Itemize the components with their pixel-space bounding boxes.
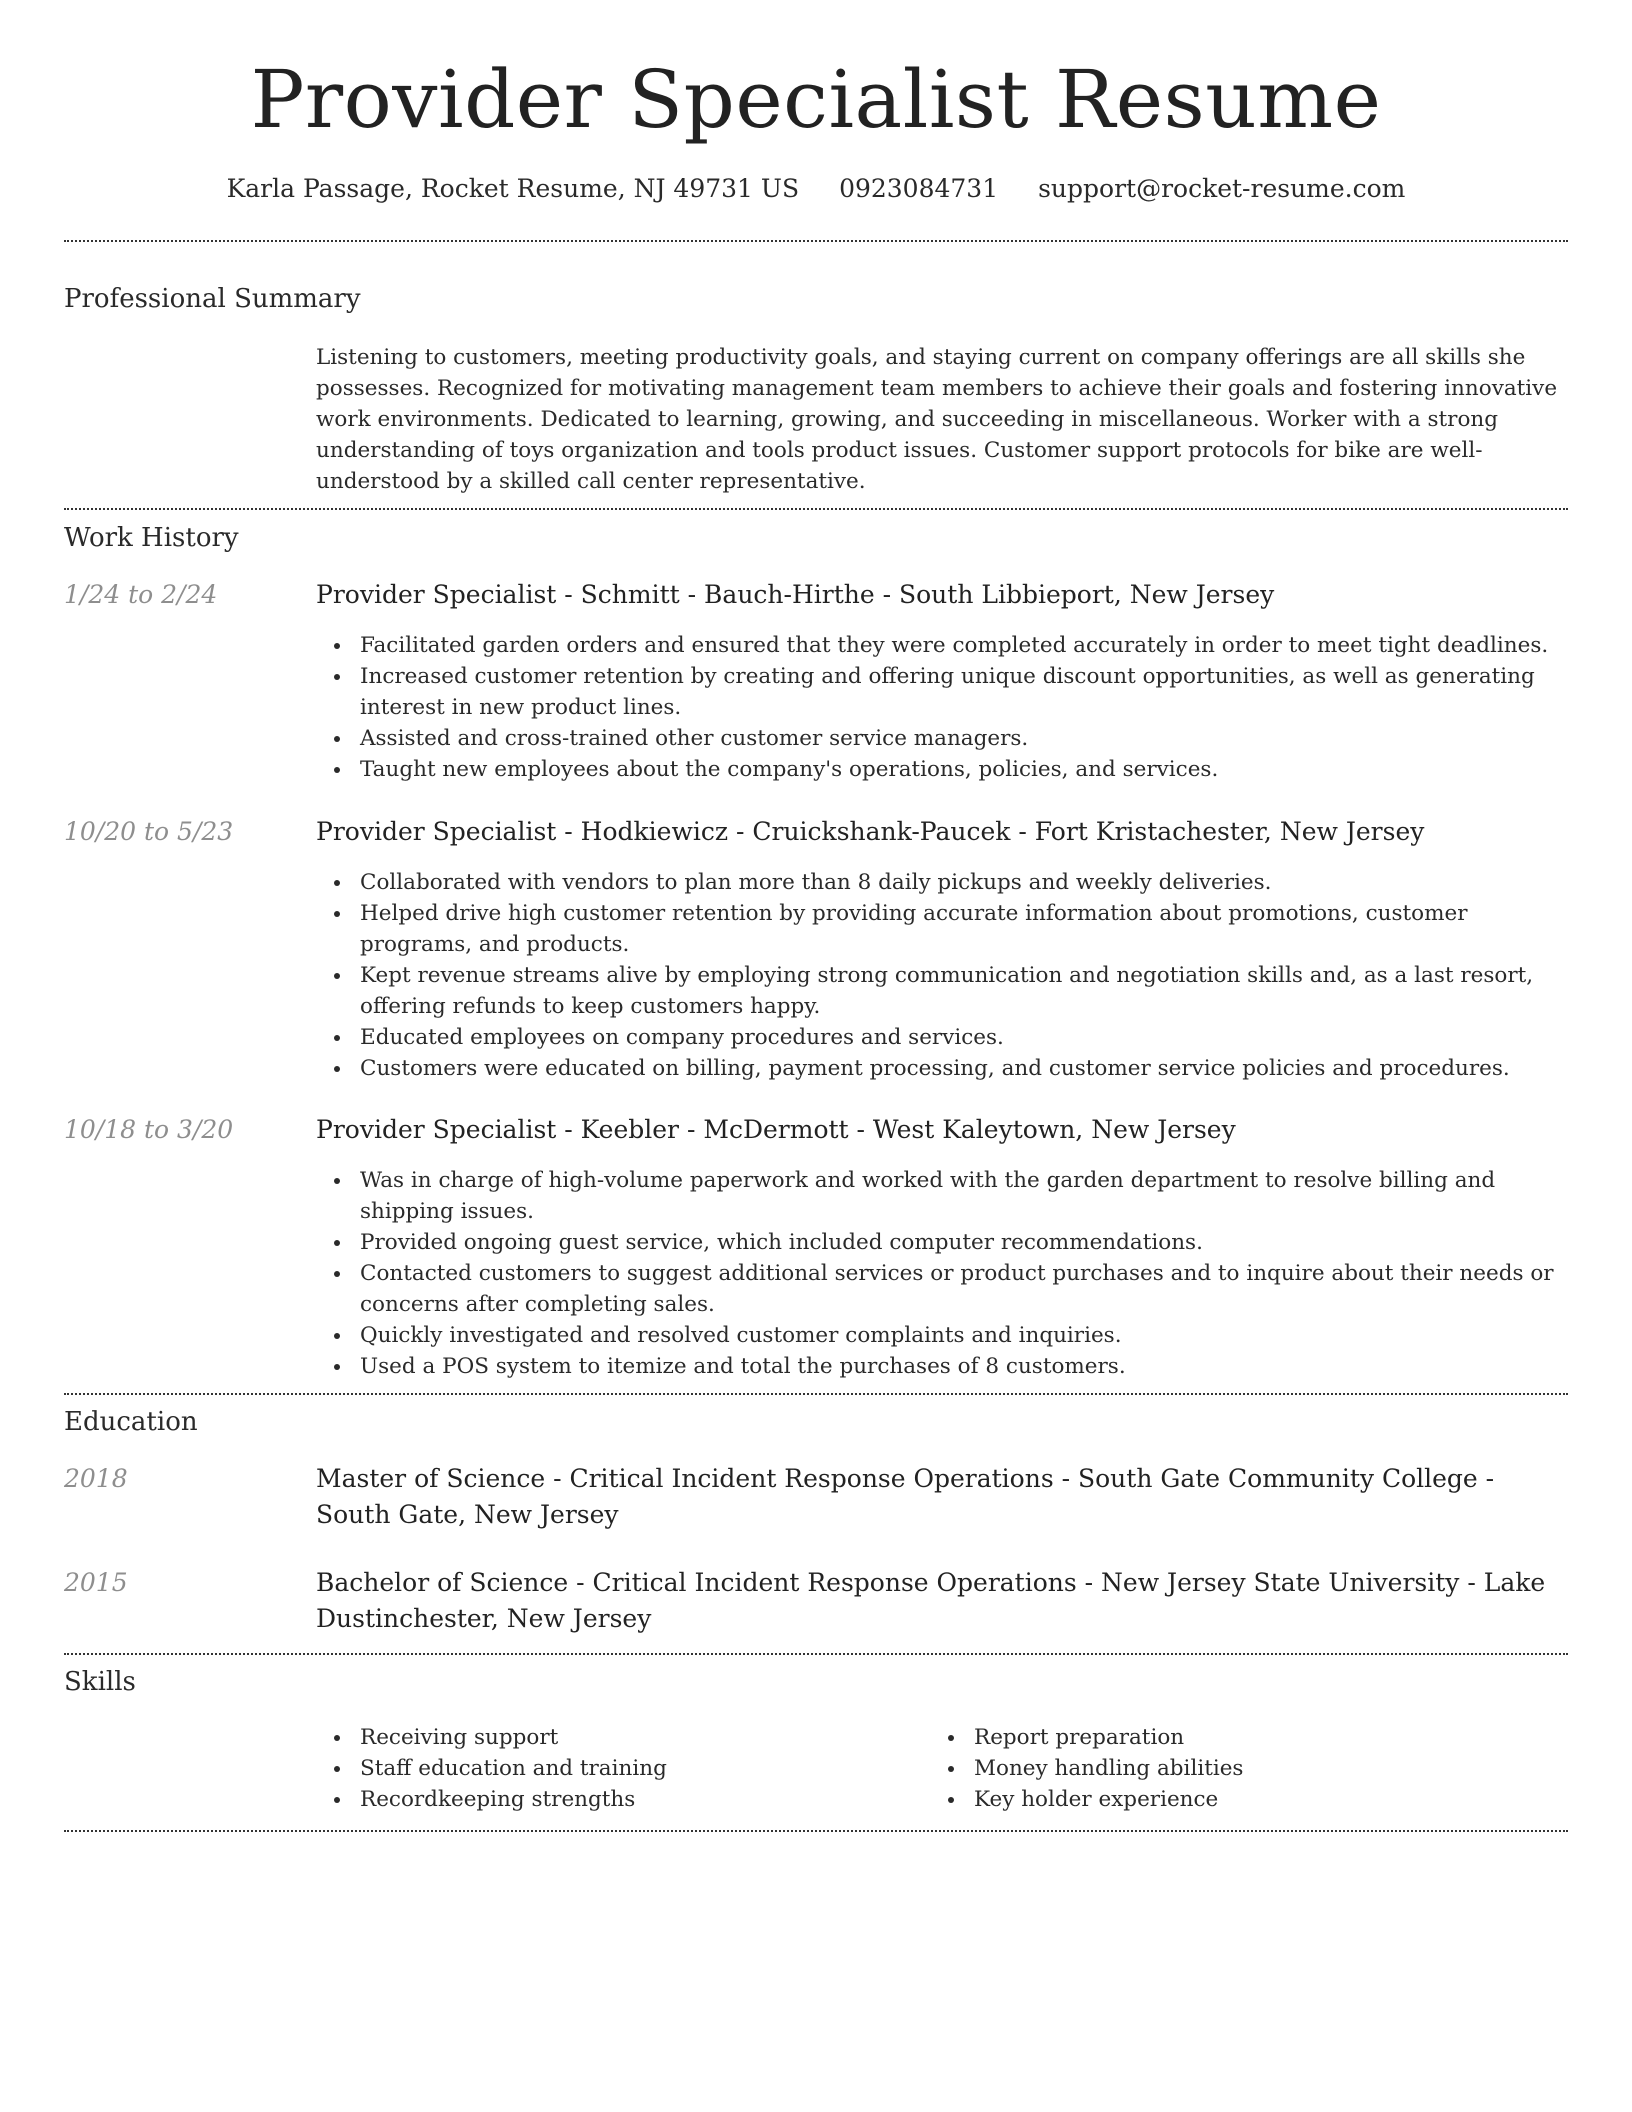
contact-line (0, 172, 1632, 206)
divider (64, 240, 1568, 242)
divider (64, 508, 1568, 510)
list-item: Recordkeeping strengths (316, 1784, 916, 1815)
education-heading: Education (64, 1407, 198, 1437)
education-year: 2015 (64, 1568, 128, 1597)
divider (64, 1393, 1568, 1395)
skills-list-left (316, 1722, 916, 1815)
education-year: 2018 (64, 1464, 128, 1493)
resume-title: Provider Specialist Resume (250, 53, 1382, 146)
work-history-heading: Work History (64, 523, 239, 553)
skills-heading: Skills (64, 1667, 136, 1697)
list-item: Provided ongoing guest service, which included computer recommendations. (316, 1227, 1572, 1258)
job-dates: 1/24 to 2/24 (64, 580, 218, 609)
list-item: Money handling abilities (930, 1753, 1530, 1784)
list-item: Was in charge of high-volume paperwork and worked with the garden department to resolve billing and shipping issues. (316, 1165, 1572, 1227)
list-item: Increased customer retention by creating and offering unique discount opportunities, as well as generating interest in new product lines. (316, 661, 1572, 723)
education-title: Bachelor of Science - Critical Incident Response Operations - New Jersey State University - Lake Dustinchester, New Jersey (316, 1568, 1546, 1633)
list-item: Kept revenue streams alive by employing strong communication and negotiation skills and, as a last resort, offering refunds to keep customers happy. (316, 960, 1572, 1022)
job-dates: 10/20 to 5/23 (64, 817, 234, 846)
list-item: Helped drive high customer retention by providing accurate information about promotions, customer programs, and products. (316, 898, 1572, 960)
email: support@rocket-resume.com (1038, 174, 1406, 203)
job-bullets (316, 867, 1572, 1084)
job-dates: 10/18 to 3/20 (64, 1115, 234, 1144)
list-item: Used a POS system to itemize and total the purchases of 8 customers. (316, 1351, 1572, 1382)
list-item: Facilitated garden orders and ensured that they were completed accurately in order to meet tight deadlines. (316, 630, 1572, 661)
job-bullets (316, 630, 1572, 785)
list-item: Staff education and training (316, 1753, 916, 1784)
list-item: Report preparation (930, 1722, 1530, 1753)
education-title: Master of Science - Critical Incident Response Operations - South Gate Community College - South Gate, New Jersey (316, 1464, 1495, 1529)
divider (64, 1653, 1568, 1655)
list-item: Customers were educated on billing, payment processing, and customer service policies and procedures. (316, 1053, 1572, 1084)
job-title: Provider Specialist - Hodkiewicz - Cruickshank-Paucek - Fort Kristachester, New Jersey (316, 817, 1425, 846)
list-item: Assisted and cross-trained other customer service managers. (316, 723, 1572, 754)
list-item: Contacted customers to suggest additional services or product purchases and to inquire about their needs or concerns after completing sales. (316, 1258, 1572, 1320)
divider (64, 1830, 1568, 1832)
job-bullets (316, 1165, 1572, 1382)
list-item: Receiving support (316, 1722, 916, 1753)
list-item: Taught new employees about the company's operations, policies, and services. (316, 754, 1572, 785)
list-item: Quickly investigated and resolved customer complaints and inquiries. (316, 1320, 1572, 1351)
phone: 0923084731 (839, 174, 999, 203)
address: Karla Passage, Rocket Resume, NJ 49731 US (226, 174, 800, 203)
summary-text: Listening to customers, meeting productivity goals, and staying current on company offerings are all skills she possesses. Recognized for motivating management team members to achieve their goals and fostering innovative work environments. Dedicated to learning, growing, and succeeding in miscellaneous. Worker with a strong understanding of toys organization and tools product issues. Customer support protocols for bike are well-understood by a skilled call center representative. (316, 345, 1558, 494)
list-item: Collaborated with vendors to plan more than 8 daily pickups and weekly deliveries. (316, 867, 1572, 898)
list-item: Key holder experience (930, 1784, 1530, 1815)
job-title: Provider Specialist - Keebler - McDermott - West Kaleytown, New Jersey (316, 1115, 1236, 1144)
job-title: Provider Specialist - Schmitt - Bauch-Hirthe - South Libbieport, New Jersey (316, 580, 1275, 609)
summary-heading: Professional Summary (64, 284, 361, 314)
list-item: Educated employees on company procedures and services. (316, 1022, 1572, 1053)
skills-list-right (930, 1722, 1530, 1815)
